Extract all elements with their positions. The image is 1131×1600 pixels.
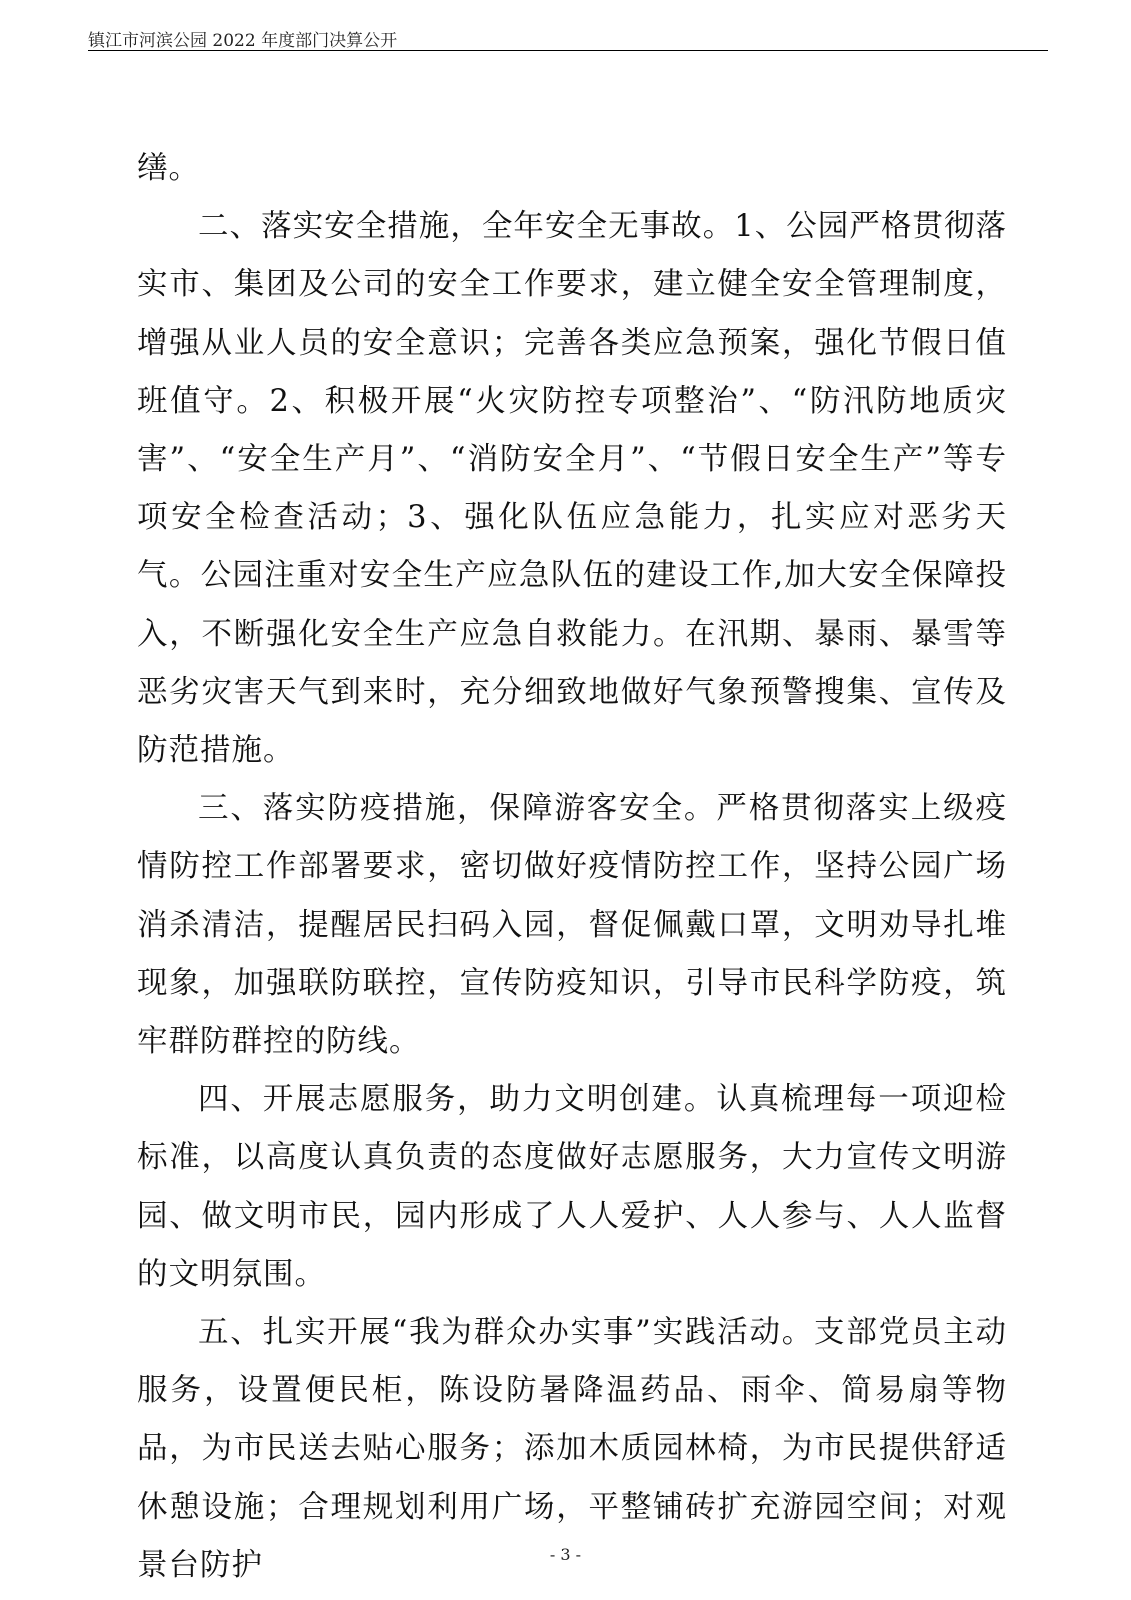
paragraph-safety-measures: 二、落实安全措施，全年安全无事故。1、公园严格贯彻落实市、集团及公司的安全工作要求，建立健全安全管理制度，增强从业人员的安全意识；完善各类应急预案，强化节假日值班值守。2、积极开展“火灾防控专项整治”、“防汛防地质灾害”、“安全生产月”、“消防安全月”、“节假日安全生产”等专项安全检查活动；3、强化队伍应急能力，扎实应对恶劣天气。公园注重对安全生产应急队伍的建设工作,加大安全保障投入，不断强化安全生产应急自救能力。在汛期、暴雨、暴雪等恶劣灾害天气到来时，充分细致地做好气象预警搜集、宣传及防范措施。 — [137, 209, 1007, 769]
page-number: - 3 - — [549, 1545, 582, 1564]
paragraph-epidemic-prevention: 三、落实防疫措施，保障游客安全。严格贯彻落实上级疫情防控工作部署要求，密切做好疫情防控工作，坚持公园广场消杀清洁，提醒居民扫码入园，督促佩戴口罩，文明劝导扎堆现象，加强联防联控，宣传防疫知识，引导市民科学防疫，筑牢群防群控的防线。 — [137, 791, 1007, 1060]
body-text — [137, 140, 1007, 1595]
paragraph-volunteer-service: 四、开展志愿服务，助力文明创建。认真梳理每一项迎检标准，以高度认真负责的态度做好志愿服务，大力宣传文明游园、做文明市民，园内形成了人人爱护、人人参与、人人监督的文明氛围。 — [137, 1082, 1007, 1292]
page-header — [88, 24, 1048, 51]
paragraph-practical-activities: 五、扎实开展“我为群众办实事”实践活动。支部党员主动服务，设置便民柜，陈设防暑降温药品、雨伞、简易扇等物品，为市民送去贴心服务；添加木质园林椅，为市民提供舒适休憩设施；合理规划利用广场，平整铺砖扩充游园空间；对观景台防护 — [137, 1315, 1007, 1583]
header-title: 镇江市河滨公园 2022 年度部门决算公开 — [88, 31, 398, 51]
paragraph-continuation: 缮。 — [137, 151, 200, 186]
